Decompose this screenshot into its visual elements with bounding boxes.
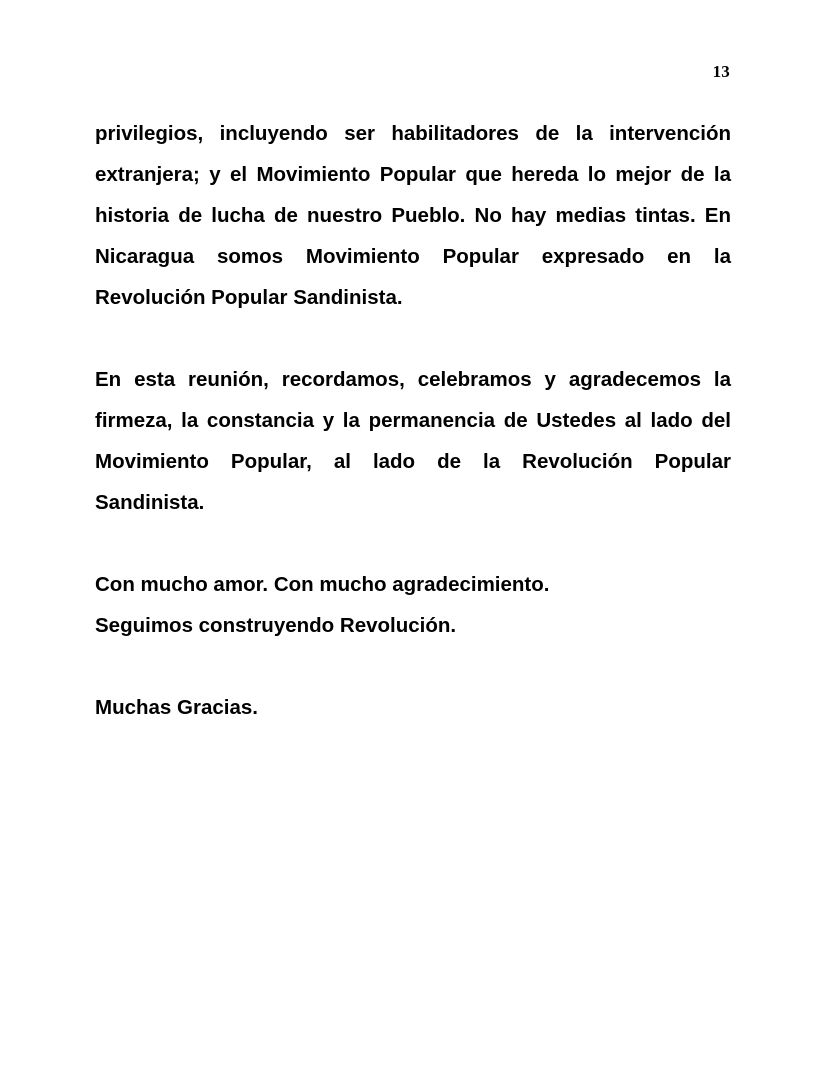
paragraph-1: privilegios, incluyendo ser habilitadores de la intervención extranjera; y el Movimiento Popular que hereda lo mejor de la historia de lucha de nuestro Pueblo. No hay medias tintas. En Nicaragua somos Movimiento Popular expresado en la Revolución Popular Sandinista. (95, 122, 731, 309)
document-body (95, 113, 731, 728)
paragraph-2: En esta reunión, recordamos, celebramos y agradecemos la firmeza, la constancia y la permanencia de Ustedes al lado del Movimiento Popular, al lado de la Revolución Popular Sandinista. (95, 368, 731, 514)
paragraph-3-line-1: Con mucho amor. Con mucho agradecimiento. (95, 573, 550, 596)
paragraph-3-line-2: Seguimos construyendo Revolución. (95, 614, 457, 637)
page-number: 13 (712, 62, 730, 81)
paragraph-3 (95, 564, 731, 646)
paragraph-4: Muchas Gracias. (95, 696, 258, 719)
